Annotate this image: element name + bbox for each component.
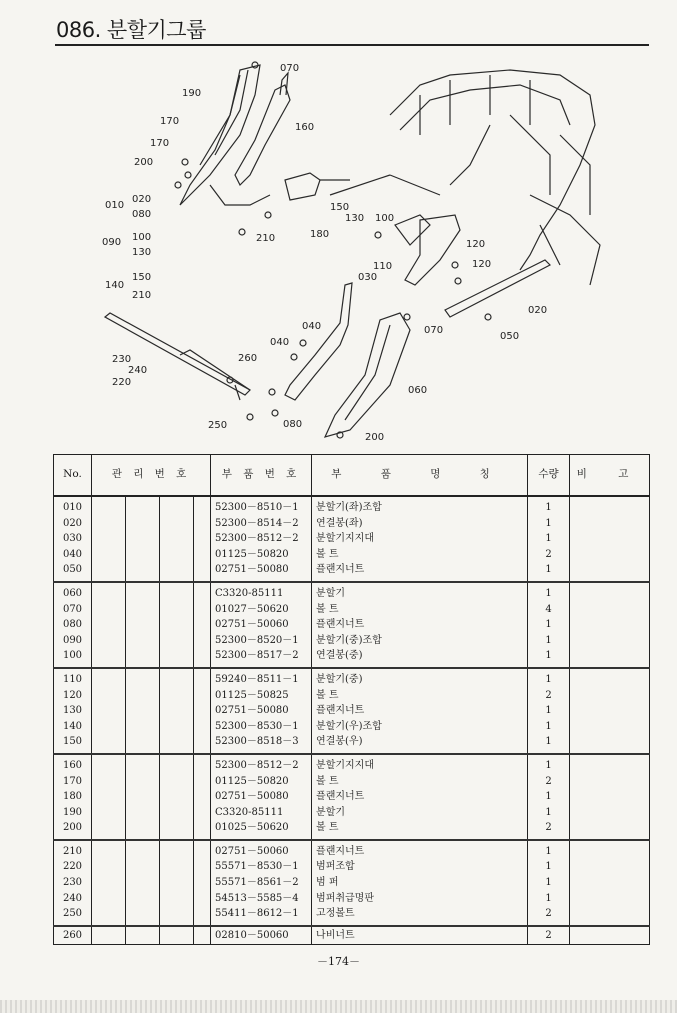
callout: 100 (375, 213, 395, 224)
part_no-cell (211, 582, 312, 668)
divider-060 (325, 313, 410, 437)
callout: 170 (160, 116, 180, 127)
callout: 070 (280, 63, 300, 74)
empty-cell (570, 926, 650, 945)
empty-cell (126, 840, 160, 926)
no-value: 100 (62, 650, 83, 662)
name-value: 플랜지너트 (316, 564, 365, 576)
callout: 020 (528, 305, 548, 316)
part_no-value: 52300－8514－2 (215, 517, 299, 529)
no-value: 010 (62, 502, 83, 513)
qty-value: 1 (545, 619, 552, 631)
no-value: 210 (62, 845, 83, 857)
part_no-value: 02751－50080 (215, 791, 289, 803)
name-value: 나비너트 (316, 929, 355, 941)
no-value: 230 (62, 877, 83, 889)
callout: 130 (132, 247, 152, 258)
callout: 030 (358, 272, 378, 283)
qty-value: 1 (545, 650, 552, 662)
bracket-150 (285, 173, 320, 200)
header-part-no: 부 품 번 호 (211, 455, 312, 497)
callout: 170 (150, 138, 170, 149)
callout: 040 (270, 337, 290, 348)
name-value: 볼 트 (316, 775, 339, 787)
empty-cell (126, 496, 160, 582)
part_no-value: 55571－8530－1 (215, 861, 299, 873)
callout: 260 (238, 353, 258, 364)
part_no-value: 02751－50080 (215, 564, 289, 576)
callout: 240 (128, 365, 148, 376)
part_no-value: 02751－50060 (215, 845, 289, 857)
callout: 210 (132, 290, 152, 301)
part_no-cell (211, 496, 312, 582)
qty-value: 2 (545, 822, 552, 834)
part_no-value: 54513－5585－4 (215, 892, 299, 904)
callout: 100 (132, 232, 152, 243)
empty-cell (570, 496, 650, 582)
qty-cell (528, 840, 570, 926)
qty-value: 1 (545, 877, 552, 889)
part_no-value: 01027－50620 (215, 603, 289, 615)
title-rule (55, 44, 649, 46)
qty-cell (528, 582, 570, 668)
no-value: 150 (62, 736, 83, 748)
part_no-value: 02751－50080 (215, 705, 289, 717)
part_no-value: 59240－8511－1 (215, 673, 299, 685)
no-cell (54, 496, 92, 582)
callout: 160 (295, 122, 315, 133)
table-group-row (54, 754, 650, 840)
table-group-row (54, 496, 650, 582)
empty-cell (194, 840, 211, 926)
callout-labels (102, 63, 547, 443)
callout: 130 (345, 213, 365, 224)
no-value: 200 (62, 822, 83, 834)
no-value: 070 (62, 603, 83, 615)
no-value: 030 (62, 533, 83, 545)
name-value: 연결봉(우) (316, 736, 363, 748)
no-value: 220 (62, 861, 83, 873)
header-name: 부 품 명 칭 (312, 455, 528, 497)
callout: 200 (365, 432, 385, 443)
table-header-row (54, 455, 650, 497)
exploded-parts-diagram (90, 55, 650, 450)
qty-value: 1 (545, 806, 552, 818)
chassis-frame (390, 70, 595, 270)
empty-cell (570, 754, 650, 840)
qty-value: 2 (545, 689, 552, 701)
name-value: 볼 트 (316, 822, 339, 834)
no-value: 050 (62, 564, 83, 576)
empty-cell (194, 754, 211, 840)
part_no-value: 52300－8512－2 (215, 759, 299, 771)
callout: 190 (182, 88, 202, 99)
header-mgmt: 관 리 번 호 (92, 455, 211, 497)
qty-value: 1 (545, 587, 552, 599)
qty-value: 2 (545, 929, 552, 941)
page-number: －174－ (317, 955, 360, 968)
part_no-value: C3320-85111 (215, 587, 284, 599)
qty-value: 1 (545, 673, 552, 685)
qty-value: 1 (545, 502, 552, 513)
empty-cell (194, 668, 211, 754)
name-value: 연결봉(중) (316, 650, 363, 662)
no-cell (54, 582, 92, 668)
part_no-value: 52300－8520－1 (215, 634, 299, 646)
divider-110 (405, 215, 460, 285)
header-remarks: 비 고 (570, 455, 650, 497)
no-value: 190 (62, 806, 83, 818)
name-cell (312, 582, 528, 668)
part_no-value: 02810－50060 (215, 929, 289, 941)
part_no-value: 01125－50820 (215, 548, 289, 560)
empty-cell (194, 926, 211, 945)
part_no-value: 52300－8510－1 (215, 502, 299, 513)
qty-value: 1 (545, 861, 552, 873)
no-value: 180 (62, 791, 83, 803)
name-cell (312, 668, 528, 754)
part_no-cell (211, 754, 312, 840)
empty-cell (160, 840, 194, 926)
name-value: 플랜지너트 (316, 791, 365, 803)
support-160 (235, 85, 290, 185)
name-value: 플랜지너트 (316, 619, 365, 631)
name-value: 플랜지너트 (316, 845, 365, 857)
qty-value: 1 (545, 845, 552, 857)
callout: 120 (472, 259, 492, 270)
callout: 080 (283, 419, 303, 430)
part_no-value: 52300－8517－2 (215, 650, 299, 662)
callout: 060 (408, 385, 428, 396)
callout: 220 (112, 377, 132, 388)
empty-cell (570, 582, 650, 668)
qty-cell (528, 496, 570, 582)
support-030 (285, 283, 352, 400)
name-value: 범 퍼 (316, 877, 339, 889)
qty-value: 1 (545, 564, 552, 576)
qty-value: 1 (545, 759, 552, 771)
qty-value: 4 (545, 603, 552, 615)
table-group-row (54, 582, 650, 668)
qty-value: 1 (545, 705, 552, 717)
callout: 070 (424, 325, 444, 336)
empty-cell (92, 926, 126, 945)
empty-cell (92, 840, 126, 926)
no-value: 110 (62, 673, 83, 685)
qty-value: 2 (545, 548, 552, 560)
name-value: 볼 트 (316, 548, 339, 560)
callout: 020 (132, 194, 152, 205)
callout: 180 (310, 229, 330, 240)
divider-190 (180, 65, 260, 205)
part_no-value: 52300－8518－3 (215, 736, 299, 748)
part_no-cell (211, 840, 312, 926)
name-cell (312, 926, 528, 945)
part_no-value: C3320-85111 (215, 806, 284, 818)
callout: 150 (132, 272, 152, 283)
callout: 230 (112, 354, 132, 365)
name-value: 연결봉(좌) (316, 517, 363, 529)
no-value: 120 (62, 689, 83, 701)
callout: 110 (373, 261, 393, 272)
callout: 250 (208, 420, 228, 431)
callout: 120 (466, 239, 486, 250)
qty-value: 1 (545, 736, 552, 748)
table-group-row (54, 926, 650, 945)
no-value: 250 (62, 908, 83, 920)
empty-cell (160, 582, 194, 668)
scan-edge (0, 1000, 677, 1013)
name-value: 분할기지지대 (316, 533, 374, 545)
callout: 200 (134, 157, 154, 168)
name-value: 분할기(좌)조합 (316, 502, 382, 513)
qty-value: 1 (545, 720, 552, 732)
no-value: 140 (62, 720, 83, 732)
name-value: 분할기(우)조합 (316, 720, 382, 732)
qty-value: 2 (545, 775, 552, 787)
header-no: No. (54, 455, 92, 497)
name-value: 분할기지지대 (316, 759, 374, 771)
page-title: 086. 분할기그룹 (56, 18, 206, 42)
qty-value: 1 (545, 634, 552, 646)
name-value: 분할기(중)조합 (316, 634, 382, 646)
name-value: 볼 트 (316, 689, 339, 701)
part_no-value: 01125－50825 (215, 689, 289, 701)
no-value: 080 (62, 619, 83, 631)
empty-cell (570, 668, 650, 754)
empty-cell (92, 754, 126, 840)
no-value: 090 (62, 634, 83, 646)
no-value: 260 (62, 929, 83, 941)
empty-cell (126, 582, 160, 668)
qty-cell (528, 668, 570, 754)
no-cell (54, 926, 92, 945)
empty-cell (160, 668, 194, 754)
no-value: 240 (62, 892, 83, 904)
empty-cell (92, 668, 126, 754)
part_no-value: 55571－8561－2 (215, 877, 299, 889)
callout: 090 (102, 237, 122, 248)
no-cell (54, 754, 92, 840)
name-cell (312, 496, 528, 582)
no-cell (54, 668, 92, 754)
empty-cell (160, 926, 194, 945)
table-group-row (54, 840, 650, 926)
part_no-value: 52300－8530－1 (215, 720, 299, 732)
name-value: 분할기 (316, 806, 346, 818)
empty-cell (126, 668, 160, 754)
no-value: 130 (62, 705, 83, 717)
callout: 080 (132, 209, 152, 220)
empty-cell (160, 496, 194, 582)
callout: 050 (500, 331, 520, 342)
empty-cell (194, 582, 211, 668)
name-value: 분할기(중) (316, 673, 363, 685)
empty-cell (92, 582, 126, 668)
empty-cell (570, 840, 650, 926)
empty-cell (92, 496, 126, 582)
empty-cell (126, 754, 160, 840)
no-value: 160 (62, 759, 83, 771)
no-value: 040 (62, 548, 83, 560)
callout: 140 (105, 280, 125, 291)
part_no-value: 01025－50620 (215, 822, 289, 834)
no-value: 020 (62, 517, 83, 529)
name-value: 범퍼조합 (316, 861, 355, 873)
qty-value: 2 (545, 908, 552, 920)
callout: 010 (105, 200, 125, 211)
part_no-value: 01125－50820 (215, 775, 289, 787)
qty-cell (528, 926, 570, 945)
callout: 150 (330, 202, 350, 213)
empty-cell (126, 926, 160, 945)
part_no-value: 55411－8612－1 (215, 908, 299, 920)
table-group-row (54, 668, 650, 754)
qty-value: 1 (545, 533, 552, 545)
name-value: 분할기 (316, 587, 346, 599)
part_no-value: 02751－50060 (215, 619, 289, 631)
name-cell (312, 840, 528, 926)
part_no-cell (211, 668, 312, 754)
qty-value: 1 (545, 517, 552, 529)
name-value: 볼 트 (316, 603, 339, 615)
empty-cell (160, 754, 194, 840)
qty-cell (528, 754, 570, 840)
name-value: 범퍼취급명판 (316, 892, 374, 904)
callout: 040 (302, 321, 322, 332)
no-value: 170 (62, 775, 83, 787)
part_no-value: 52300－8512－2 (215, 533, 299, 545)
part_no-cell (211, 926, 312, 945)
name-value: 플랜지너트 (316, 705, 365, 717)
parts-table (53, 454, 650, 945)
no-value: 060 (62, 587, 83, 599)
empty-cell (194, 496, 211, 582)
name-cell (312, 754, 528, 840)
callout: 210 (256, 233, 276, 244)
name-value: 고정볼트 (316, 908, 355, 920)
qty-value: 1 (545, 892, 552, 904)
no-cell (54, 840, 92, 926)
header-qty: 수량 (528, 455, 570, 497)
qty-value: 1 (545, 791, 552, 803)
